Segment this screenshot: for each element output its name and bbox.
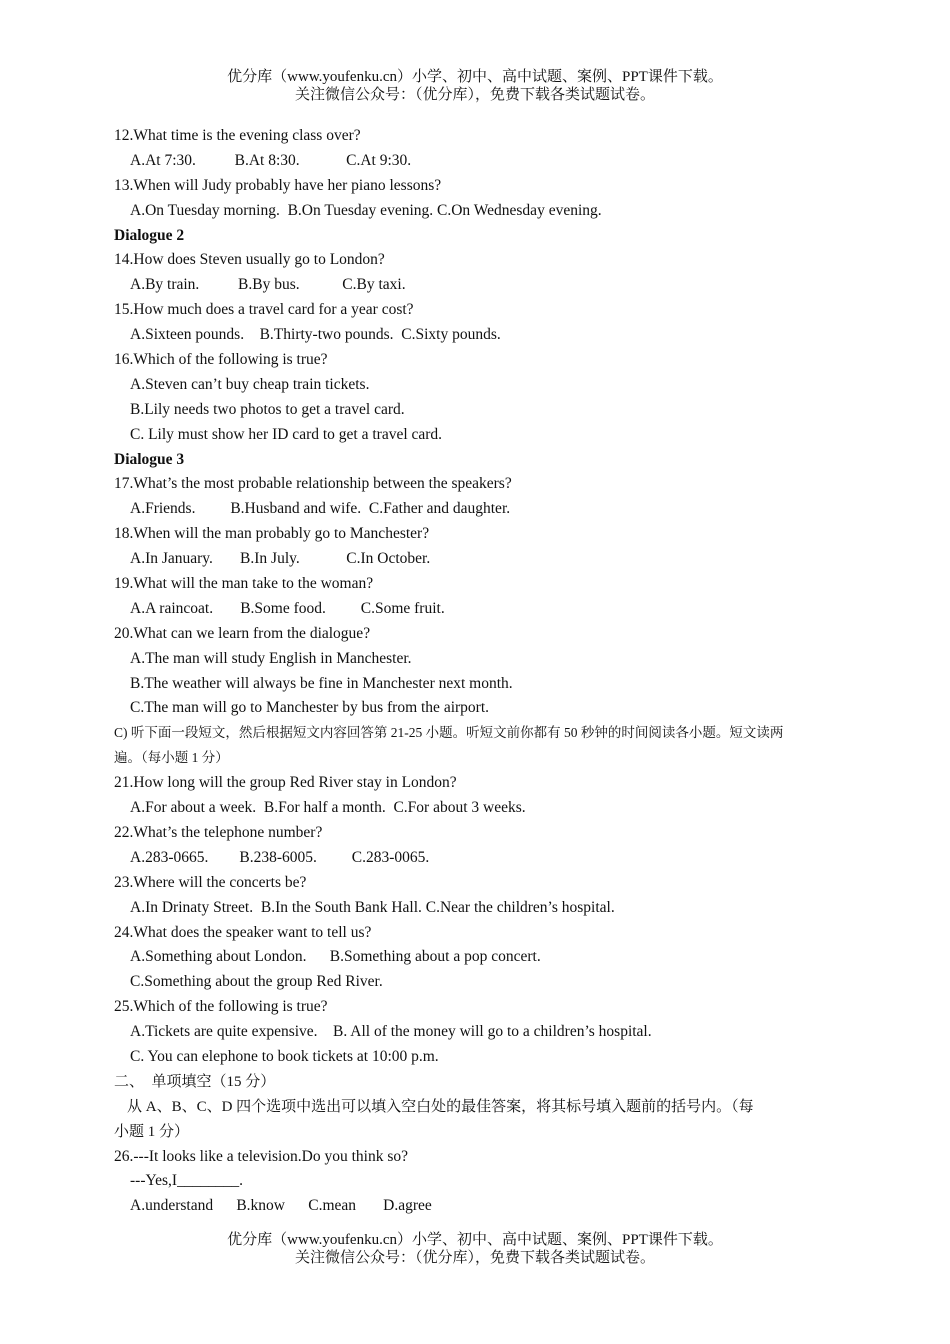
answer-options: ---Yes,I________.: [130, 1172, 243, 1190]
answer-options: A.The man will study English in Manchester.: [130, 649, 412, 667]
footer-line-1: 优分库（www.youfenku.cn）小学、初中、高中试题、案例、PPT课件下载。: [227, 1232, 723, 1248]
answer-options: B.Lily needs two photos to get a travel card.: [130, 400, 405, 418]
header-line-1: 优分库（www.youfenku.cn）小学、初中、高中试题、案例、PPT课件下载。: [227, 69, 723, 85]
question-text: 22.What’s the telephone number?: [114, 823, 323, 841]
page-header: [0, 68, 950, 104]
answer-options: A.At 7:30. B.At 8:30. C.At 9:30.: [130, 151, 412, 169]
answer-options: C.The man will go to Manchester by bus from the airport.: [130, 699, 490, 717]
answer-options: A.A raincoat. B.Some food. C.Some fruit.: [130, 599, 445, 617]
answer-options: A.Steven can’t buy cheap train tickets.: [130, 375, 370, 393]
answer-options: A.Something about London. B.Something about a pop concert.: [130, 948, 541, 966]
answer-options: C.Something about the group Red River.: [130, 973, 383, 991]
question-text: 26.---It looks like a television.Do you think so?: [114, 1147, 409, 1165]
instruction-text: C) 听下面一段短文，然后根据短文内容回答第 21-25 小题。听短文前你都有 50 秒钟的时间阅读各小题。短文读两: [114, 725, 784, 741]
answer-options: A.283-0665. B.238-6005. C.283-0065.: [130, 848, 430, 866]
question-text: 20.What can we learn from the dialogue?: [114, 624, 371, 642]
header-line-2: 关注微信公众号：（优分库），免费下载各类试题试卷。: [294, 87, 655, 103]
section-heading: Dialogue 2: [114, 226, 185, 244]
answer-options: C. You can elephone to book tickets at 10:00 p.m.: [130, 1047, 439, 1065]
instruction-text: 从 A、B、C、D 四个选项中选出可以填入空白处的最佳答案，将其标号填入题前的括号内。（每: [127, 1098, 754, 1115]
question-text: 16.Which of the following is true?: [114, 351, 328, 369]
question-text: 15.How much does a travel card for a year cost?: [114, 301, 414, 319]
section-heading: Dialogue 3: [114, 450, 185, 468]
question-text: 18.When will the man probably go to Manchester?: [114, 525, 430, 543]
question-text: 12.What time is the evening class over?: [114, 127, 361, 144]
answer-options: A.Friends. B.Husband and wife. C.Father and daughter.: [130, 500, 511, 518]
exam-content: [114, 124, 844, 1219]
question-text: 17.What’s the most probable relationship between the speakers?: [114, 475, 512, 493]
section-title: 二、 单项填空（15 分）: [114, 1073, 276, 1090]
answer-options: A.In January. B.In July. C.In October.: [130, 550, 431, 568]
answer-options: A.For about a week. B.For half a month. C.For about 3 weeks.: [130, 799, 526, 817]
answer-options: A.understand B.know C.mean D.agree: [130, 1197, 432, 1215]
question-text: 19.What will the man take to the woman?: [114, 575, 374, 593]
question-text: 25.Which of the following is true?: [114, 998, 328, 1016]
footer-line-2: 关注微信公众号：（优分库），免费下载各类试题试卷。: [294, 1250, 655, 1266]
answer-options: C. Lily must show her ID card to get a travel card.: [130, 425, 443, 443]
page-footer: [0, 1231, 950, 1267]
section-title: 小题 1 分）: [114, 1123, 190, 1140]
question-text: 14.How does Steven usually go to London?: [114, 251, 385, 269]
answer-options: A.By train. B.By bus. C.By taxi.: [130, 276, 406, 294]
question-text: 13.When will Judy probably have her piano lessons?: [114, 176, 442, 194]
answer-options: A.In Drinaty Street. B.In the South Bank Hall. C.Near the children’s hospital.: [130, 898, 615, 916]
answer-options: A.Tickets are quite expensive. B. All of the money will go to a children’s hospital.: [130, 1023, 652, 1041]
question-text: 24.What does the speaker want to tell us?: [114, 923, 372, 941]
answer-options: A.Sixteen pounds. B.Thirty-two pounds. C.Sixty pounds.: [130, 326, 501, 344]
answer-options: B.The weather will always be fine in Manchester next month.: [130, 674, 513, 692]
question-text: 21.How long will the group Red River stay in London?: [114, 774, 457, 792]
question-text: 23.Where will the concerts be?: [114, 873, 307, 891]
answer-options: A.On Tuesday morning. B.On Tuesday evening. C.On Wednesday evening.: [130, 201, 602, 219]
instruction-text: 遍。（每小题 1 分）: [114, 750, 229, 766]
